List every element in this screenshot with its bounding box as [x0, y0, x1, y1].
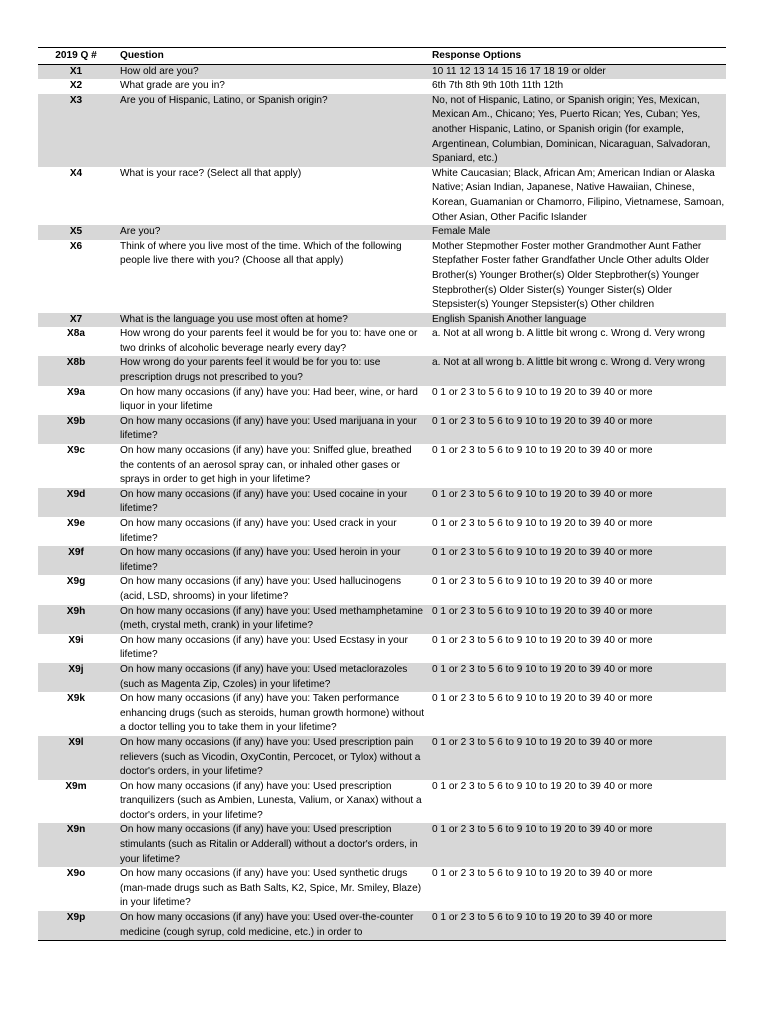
- table-row: [38, 663, 726, 692]
- question-number: X8b: [66, 357, 86, 369]
- response-options: a. Not at all wrong b. A little bit wrong c. Wrong d. Very wrong: [432, 328, 706, 340]
- table-row: [38, 79, 726, 94]
- table-row: [38, 634, 726, 663]
- question-number: X7: [69, 313, 83, 325]
- table-row: [38, 575, 726, 604]
- question-text: On how many occasions (if any) have you: Used hallucinogens (acid, LSD, shrooms) in your lifetime?: [120, 576, 402, 602]
- question-text: On how many occasions (if any) have you: Used synthetic drugs (man-made drugs such as Bath Salts, K2, Spice, Mr. Smiley, Blaze) in your lifetime?: [120, 868, 422, 909]
- question-text: On how many occasions (if any) have you: Used marijuana in your lifetime?: [120, 415, 417, 442]
- question-number: X9f: [68, 547, 84, 559]
- question-number: X8a: [67, 328, 85, 340]
- response-options: 6th 7th 8th 9th 10th 11th 12th: [432, 80, 564, 92]
- question-text: How wrong do your parents feel it would be for you to: have one or two drinks of alcoholic beverage nearly every day?: [120, 328, 418, 354]
- response-options: 10 11 12 13 14 15 16 17 18 19 or older: [432, 65, 606, 77]
- response-options: Mother Stepmother Foster mother Grandmother Aunt Father Stepfather Foster father Grandfather Uncle Other adults Older Brother(s) Younger Brother(s) Older Stepbrother(s) Younger Stepbrother(s) Older Sister(s) Younger Sister(s) Older Stepsister(s) Younger Stepsister(s) Other children: [432, 240, 710, 311]
- question-number: X9a: [67, 386, 85, 398]
- question-text: Think of where you live most of the time. Which of the following people live there with you? (Choose all that apply): [120, 240, 402, 267]
- response-options: English Spanish Another language: [432, 313, 587, 325]
- question-number: X9m: [65, 780, 87, 792]
- question-text: On how many occasions (if any) have you: Used cocaine in your lifetime?: [120, 488, 408, 515]
- document-page: [38, 47, 726, 941]
- question-number: X9k: [67, 693, 85, 705]
- question-text: What is your race? (Select all that apply): [120, 167, 302, 179]
- question-text: On how many occasions (if any) have you: Used methamphetamine (meth, crystal meth, crank) in your lifetime?: [120, 605, 423, 632]
- question-number: X9d: [66, 488, 86, 500]
- question-text: On how many occasions (if any) have you: Used heroin in your lifetime?: [120, 547, 401, 573]
- question-text: How old are you?: [120, 65, 199, 77]
- question-number: X9c: [67, 445, 85, 457]
- table-row: [38, 605, 726, 634]
- header-question-number: 2019 Q #: [55, 50, 97, 61]
- table-header-row: [38, 48, 726, 65]
- response-options: 0 1 or 2 3 to 5 6 to 9 10 to 19 20 to 39 40 or more: [432, 634, 653, 646]
- response-options: 0 1 or 2 3 to 5 6 to 9 10 to 19 20 to 39 40 or more: [432, 780, 653, 792]
- question-number: X4: [69, 167, 83, 179]
- question-text: On how many occasions (if any) have you: Used Ecstasy in your lifetime?: [120, 634, 408, 661]
- question-number: X9j: [68, 663, 84, 675]
- question-number: X9g: [66, 576, 86, 588]
- question-text: On how many occasions (if any) have you: Used prescription tranquilizers (such as Ambien, Lunesta, Valium, or Xanax) without a doctor's orders, in your lifetime?: [120, 780, 422, 821]
- response-options: 0 1 or 2 3 to 5 6 to 9 10 to 19 20 to 39 40 or more: [432, 445, 653, 457]
- question-number: X9h: [66, 605, 86, 617]
- question-number: X1: [69, 65, 83, 77]
- table-row: [38, 517, 726, 546]
- question-number: X2: [69, 80, 83, 92]
- response-options: 0 1 or 2 3 to 5 6 to 9 10 to 19 20 to 39 40 or more: [432, 605, 653, 617]
- table-row: [38, 444, 726, 488]
- response-options: 0 1 or 2 3 to 5 6 to 9 10 to 19 20 to 39 40 or more: [432, 824, 653, 836]
- question-text: On how many occasions (if any) have you: Used prescription pain relievers (such as Vicodin, OxyContin, Percocet, or Tylox) without a doctor's orders, in your lifetime?: [120, 736, 421, 778]
- response-options: 0 1 or 2 3 to 5 6 to 9 10 to 19 20 to 39 40 or more: [432, 518, 653, 529]
- question-text: On how many occasions (if any) have you: Used metaclorazoles (such as Magenta Zip, Czoles) in your lifetime?: [120, 663, 408, 690]
- header-response-options: Response Options: [432, 50, 522, 61]
- question-number: X9p: [66, 912, 86, 924]
- response-options: 0 1 or 2 3 to 5 6 to 9 10 to 19 20 to 39 40 or more: [432, 386, 653, 398]
- table-row: [38, 823, 726, 867]
- question-text: On how many occasions (if any) have you: Taken performance enhancing drugs (such as steroids, human growth hormone) without a doctor telling you to take them in your lifetime?: [120, 693, 425, 734]
- question-number: X9o: [66, 868, 86, 880]
- survey-questions-table: [38, 47, 726, 941]
- response-options: 0 1 or 2 3 to 5 6 to 9 10 to 19 20 to 39 40 or more: [432, 663, 653, 675]
- response-options: 0 1 or 2 3 to 5 6 to 9 10 to 19 20 to 39 40 or more: [432, 912, 653, 924]
- question-number: X9e: [67, 518, 85, 529]
- table-row: [38, 867, 726, 911]
- table-row: [38, 736, 726, 780]
- table-row: [38, 488, 726, 517]
- table-row: [38, 240, 726, 313]
- question-text: On how many occasions (if any) have you: Used over-the-counter medicine (cough syrup, cold medicine, etc.) in order to: [120, 912, 414, 938]
- response-options: 0 1 or 2 3 to 5 6 to 9 10 to 19 20 to 39 40 or more: [432, 415, 653, 427]
- response-options: a. Not at all wrong b. A little bit wrong c. Wrong d. Very wrong: [432, 357, 706, 369]
- table-row: [38, 327, 726, 356]
- response-options: 0 1 or 2 3 to 5 6 to 9 10 to 19 20 to 39 40 or more: [432, 488, 653, 500]
- question-text: On how many occasions (if any) have you: Used prescription stimulants (such as Ritalin or Adderall) without a doctor's orders, in your lifetime?: [120, 824, 418, 865]
- header-question: Question: [120, 50, 164, 61]
- question-text: On how many occasions (if any) have you: Had beer, wine, or hard liquor in your lifetime: [120, 386, 418, 413]
- question-number: X9b: [66, 415, 86, 427]
- question-text: Are you?: [120, 226, 161, 238]
- question-number: X9l: [68, 736, 84, 748]
- question-text: How wrong do your parents feel it would be for you to: use prescription drugs not prescribed to you?: [120, 357, 381, 384]
- response-options: Female Male: [432, 226, 491, 238]
- table-row: [38, 167, 726, 225]
- response-options: 0 1 or 2 3 to 5 6 to 9 10 to 19 20 to 39 40 or more: [432, 868, 653, 880]
- table-row: [38, 415, 726, 444]
- table-row: [38, 64, 726, 79]
- table-row: [38, 356, 726, 385]
- table-row: [38, 692, 726, 736]
- question-text: On how many occasions (if any) have you: Used crack in your lifetime?: [120, 518, 397, 544]
- question-number: X5: [69, 226, 83, 238]
- question-number: X9i: [68, 634, 84, 646]
- table-row: [38, 94, 726, 167]
- question-text: What is the language you use most often at home?: [120, 313, 348, 325]
- table-row: [38, 313, 726, 328]
- question-number: X9n: [66, 824, 86, 836]
- table-row: [38, 225, 726, 240]
- table-row: [38, 780, 726, 824]
- response-options: White Caucasian; Black, African Am; American Indian or Alaska Native; Asian Indian, Japanese, Native Hawaiian, Chinese, Korean, Guamanian or Chamorro, Filipino, Vietnamese, Samoan, Other Asian, Other Pacific Islander: [432, 167, 725, 223]
- table-row: [38, 911, 726, 941]
- question-number: X6: [69, 240, 83, 252]
- question-number: X3: [69, 94, 83, 106]
- response-options: No, not of Hispanic, Latino, or Spanish origin; Yes, Mexican, Mexican Am., Chicano; Yes, Puerto Rican; Yes, Cuban; Yes, another Hispanic, Latino, or Spanish origin (for example, Argentinean, Columbian, Dominican, Nicaraguan, Salvadoran, Spaniard, etc.): [432, 94, 711, 165]
- question-text: Are you of Hispanic, Latino, or Spanish origin?: [120, 94, 328, 106]
- table-row: [38, 386, 726, 415]
- question-text: On how many occasions (if any) have you: Sniffed glue, breathed the contents of an aerosol spray can, or inhaled other gases or sprays in order to get high in your lifetime?: [120, 445, 412, 486]
- table-row: [38, 546, 726, 575]
- response-options: 0 1 or 2 3 to 5 6 to 9 10 to 19 20 to 39 40 or more: [432, 736, 653, 748]
- question-text: What grade are you in?: [120, 80, 225, 92]
- response-options: 0 1 or 2 3 to 5 6 to 9 10 to 19 20 to 39 40 or more: [432, 547, 653, 559]
- response-options: 0 1 or 2 3 to 5 6 to 9 10 to 19 20 to 39 40 or more: [432, 693, 653, 705]
- response-options: 0 1 or 2 3 to 5 6 to 9 10 to 19 20 to 39 40 or more: [432, 576, 653, 588]
